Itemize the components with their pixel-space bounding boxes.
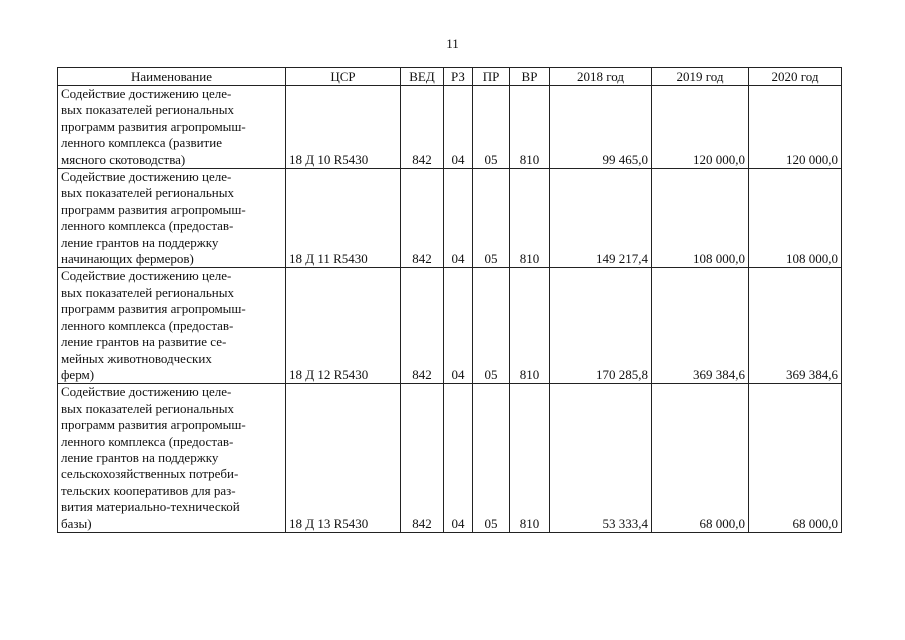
table-row <box>58 384 842 533</box>
row-rz: 04 <box>444 86 473 169</box>
header-2018: 2018 год <box>550 68 652 86</box>
header-pr: ПР <box>473 68 510 86</box>
header-ved: ВЕД <box>401 68 444 86</box>
row-pr: 05 <box>473 268 510 384</box>
row-pr: 05 <box>473 384 510 533</box>
row-name: Содействие достижению целе- вых показателей региональных программ развития агропромыш- ленного комплекса (предостав- ление грантов на поддержку сельскохозяйственных потреби- тельских кооперативов для раз- вития материально-технической базы) <box>58 384 286 533</box>
row-vr: 810 <box>510 384 550 533</box>
header-2019: 2019 год <box>652 68 749 86</box>
row-2018: 99 465,0 <box>550 86 652 169</box>
row-pr: 05 <box>473 86 510 169</box>
row-2018: 53 333,4 <box>550 384 652 533</box>
budget-table <box>57 67 842 533</box>
row-2019: 369 384,6 <box>652 268 749 384</box>
row-ved: 842 <box>401 268 444 384</box>
row-vr: 810 <box>510 86 550 169</box>
row-2018: 170 285,8 <box>550 268 652 384</box>
row-csr: 18 Д 11 R5430 <box>286 169 401 268</box>
page-number: 11 <box>446 36 459 51</box>
row-2018: 149 217,4 <box>550 169 652 268</box>
row-name: Содействие достижению целе- вых показателей региональных программ развития агропромыш- ленного комплекса (предостав- ление грантов на развитие се- мейных животноводческих ферм) <box>58 268 286 384</box>
row-2019: 120 000,0 <box>652 86 749 169</box>
row-2019: 68 000,0 <box>652 384 749 533</box>
row-csr: 18 Д 10 R5430 <box>286 86 401 169</box>
row-vr: 810 <box>510 169 550 268</box>
header-row <box>58 68 842 86</box>
row-2020: 68 000,0 <box>749 384 842 533</box>
row-rz: 04 <box>444 268 473 384</box>
header-rz: РЗ <box>444 68 473 86</box>
row-pr: 05 <box>473 169 510 268</box>
row-2020: 369 384,6 <box>749 268 842 384</box>
header-csr: ЦСР <box>286 68 401 86</box>
row-name: Содействие достижению целе- вых показателей региональных программ развития агропромыш- ленного комплекса (предостав- ление грантов на поддержку начинающих фермеров) <box>58 169 286 268</box>
row-rz: 04 <box>444 169 473 268</box>
row-rz: 04 <box>444 384 473 533</box>
row-csr: 18 Д 13 R5430 <box>286 384 401 533</box>
row-2020: 108 000,0 <box>749 169 842 268</box>
row-ved: 842 <box>401 169 444 268</box>
row-csr: 18 Д 12 R5430 <box>286 268 401 384</box>
header-2020: 2020 год <box>749 68 842 86</box>
row-2020: 120 000,0 <box>749 86 842 169</box>
row-vr: 810 <box>510 268 550 384</box>
table-row <box>58 86 842 169</box>
table-row <box>58 169 842 268</box>
table-row <box>58 268 842 384</box>
row-ved: 842 <box>401 86 444 169</box>
row-2019: 108 000,0 <box>652 169 749 268</box>
header-name: Наименование <box>58 68 286 86</box>
header-vr: ВР <box>510 68 550 86</box>
row-ved: 842 <box>401 384 444 533</box>
row-name: Содействие достижению целе- вых показателей региональных программ развития агропромыш- ленного комплекса (развитие мясного скотоводства) <box>58 86 286 169</box>
